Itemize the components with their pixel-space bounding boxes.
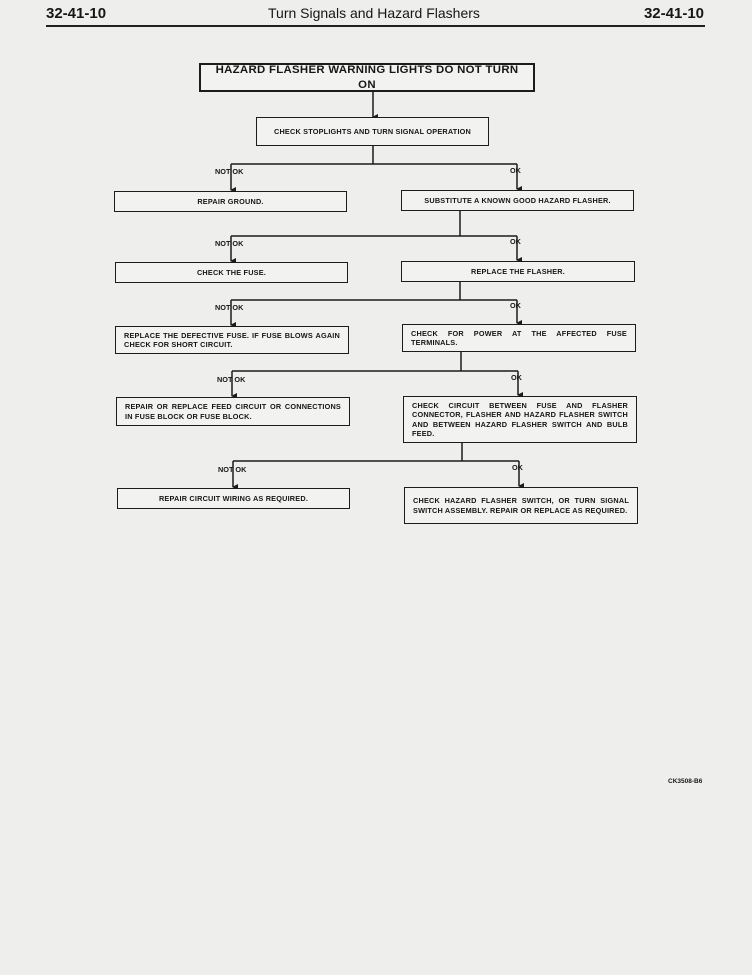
section-number-left: 32-41-10	[46, 5, 107, 22]
repair-wiring-box: REPAIR CIRCUIT WIRING AS REQUIRED.	[117, 488, 350, 509]
page-title: Turn Signals and Hazard Flashers	[268, 5, 480, 21]
replace-flasher-box: REPLACE THE FLASHER.	[401, 261, 635, 282]
not-ok-label: NOT OK	[217, 375, 246, 384]
check-stoplights-box: CHECK STOPLIGHTS AND TURN SIGNAL OPERATION	[256, 117, 489, 146]
not-ok-label: NOT OK	[215, 239, 244, 248]
ok-label: OK	[510, 166, 521, 175]
substitute-flasher-box: SUBSTITUTE A KNOWN GOOD HAZARD FLASHER.	[401, 190, 634, 211]
repair-feed-circuit-box: REPAIR OR REPLACE FEED CIRCUIT OR CONNECTIONS IN FUSE BLOCK OR FUSE BLOCK.	[116, 397, 350, 426]
not-ok-label: NOT OK	[218, 465, 247, 474]
ok-label: OK	[510, 237, 521, 246]
ok-label: OK	[511, 373, 522, 382]
section-number-right: 32-41-10	[643, 5, 704, 22]
check-hazard-switch-box: CHECK HAZARD FLASHER SWITCH, OR TURN SIGNAL SWITCH ASSEMBLY. REPAIR OR REPLACE AS REQUIRED.	[404, 487, 638, 524]
repair-ground-box: REPAIR GROUND.	[114, 191, 347, 212]
ok-label: OK	[512, 463, 523, 472]
check-circuit-box: CHECK CIRCUIT BETWEEN FUSE AND FLASHER CONNECTOR, FLASHER AND HAZARD FLASHER SWITCH AND BETWEEN HAZARD FLASHER SWITCH AND BULB FEED.	[403, 396, 637, 443]
replace-fuse-box: REPLACE THE DEFECTIVE FUSE. IF FUSE BLOWS AGAIN CHECK FOR SHORT CIRCUIT.	[115, 326, 349, 354]
figure-code: CK3508-B6	[668, 778, 703, 785]
ok-label: OK	[510, 301, 521, 310]
check-fuse-box: CHECK THE FUSE.	[115, 262, 348, 283]
not-ok-label: NOT OK	[215, 303, 244, 312]
title-box: HAZARD FLASHER WARNING LIGHTS DO NOT TURN ON	[199, 63, 535, 92]
check-power-box: CHECK FOR POWER AT THE AFFECTED FUSE TERMINALS.	[402, 324, 636, 352]
not-ok-label: NOT OK	[215, 167, 244, 176]
